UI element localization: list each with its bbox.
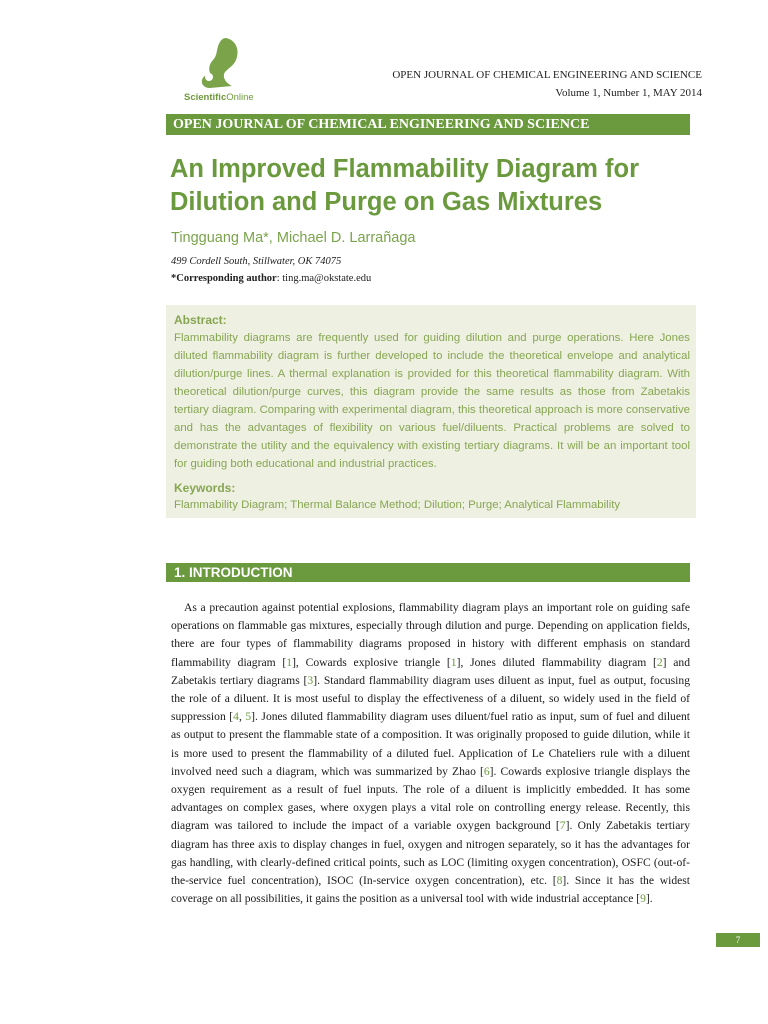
body-text: As a precaution against potential explosions, flammability diagram plays an important role on guiding safe operations on flammable gas mixtures, especially through dilution and purge. Depending on application fields, there are four types of flammability diagrams proposed in history with different emphasis on standard flammability diagram [	[171, 601, 690, 669]
introduction-paragraph	[171, 599, 690, 908]
journal-banner: OPEN JOURNAL OF CHEMICAL ENGINEERING AND SCIENCE	[166, 114, 690, 135]
body-text: ]. Standard flammability diagram uses diluent as input, fuel as output, focusing the role of a diluent. It is most useful to display the effectiveness of a diluent, so widely used in the field of suppression [	[171, 673, 690, 724]
citation-link[interactable]: 1	[450, 655, 457, 669]
body-text: ] and Zabetakis tertiary diagrams [	[171, 655, 691, 687]
citation-link[interactable]: 7	[559, 819, 566, 833]
citation-link[interactable]: 8	[556, 874, 563, 888]
body-text: ].	[645, 892, 653, 906]
body-text: ]. Jones diluted flammability diagram uses diluent/fuel ratio as input, sum of fuel and diluent as output to present the flammable state of a composition. It was originally proposed to guide dilution, while it is more used to present the flammability of a diluted fuel. Application of Le Chateliers rule with a diluent involved need such a diagram, which was summarized by Zhao [	[171, 710, 691, 778]
citation-link[interactable]: 4	[233, 710, 239, 724]
corresponding-label: *Corresponding author	[171, 273, 277, 284]
citation-link[interactable]: 1	[286, 655, 293, 669]
journal-issue: Volume 1, Number 1, MAY 2014	[555, 87, 702, 99]
squirrel-logo-icon	[196, 36, 240, 90]
journal-name: OPEN JOURNAL OF CHEMICAL ENGINEERING AND SCIENCE	[392, 69, 702, 81]
citation-link[interactable]: 2	[656, 655, 663, 669]
paper-authors: Tingguang Ma*, Michael D. Larrañaga	[171, 230, 416, 246]
paper-title: An Improved Flammability Diagram for Dilution and Purge on Gas Mixtures	[170, 155, 640, 216]
abstract-box	[166, 305, 696, 518]
body-text: ], Cowards explosive triangle [	[292, 655, 451, 669]
corresponding-author	[171, 273, 371, 284]
section-heading-introduction: 1. INTRODUCTION	[166, 563, 690, 582]
journal-logo	[178, 36, 258, 106]
body-text: ]. Since it has the widest coverage on all possibilities, it gains the position as a universal tool with wide industrial acceptance [	[171, 874, 691, 906]
abstract-heading: Abstract:	[174, 313, 227, 327]
body-text: ,	[238, 710, 246, 724]
citation-link[interactable]: 9	[640, 892, 646, 906]
keywords-text: Flammability Diagram; Thermal Balance Method; Dilution; Purge; Analytical Flammability	[174, 499, 621, 511]
journal-header	[392, 66, 702, 102]
logo-brand-text: ScientificOnline	[184, 92, 254, 103]
citation-link[interactable]: 5	[245, 710, 252, 724]
body-text: ]. Cowards explosive triangle displays the oxygen requirement as a result of fuel inputs. The role of a diluent is implicitly embedded. It has some advantages on complex gases, where oxygen plays a vital role on controlling energy release. Recently, this diagram was tailored to include the impact of a variable oxygen background [	[171, 764, 690, 833]
body-text: ], Jones diluted flammability diagram [	[456, 655, 657, 669]
page-number: 7	[716, 933, 760, 947]
author-affiliation: 499 Cordell South, Stillwater, OK 74075	[171, 256, 342, 267]
citation-link[interactable]: 6	[483, 764, 490, 778]
abstract-text: Flammability diagrams are frequently used for guiding dilution and purge operations. Here Jones diluted flammability diagram is further developed to include the theoretical envelope and analytical dilution/purge lines. A thermal explanation is provided for this theoretical flammability diagram. With theoretical dilution/purge curves, this diagram provide the same results as those from Zabetakis tertiary diagram. Comparing with experimental diagram, this theoretical approach is more conservative and has the advantages of flexibility on various fuel/diluents. Practical problems are solved to demonstrate the utility and the equivalency with existing tertiary diagrams. It will be an important tool for guiding both educational and industrial practices.	[174, 332, 690, 470]
keywords-heading: Keywords:	[174, 481, 236, 495]
corresponding-email: : ting.ma@okstate.edu	[276, 273, 372, 284]
citation-link[interactable]: 3	[307, 673, 314, 687]
body-text: ]. Only Zabetakis tertiary diagram has three axis to display changes in fuel, oxygen and nitrogen separately, so it has the advantages for gas handling, with clearly-defined critical points, such as LOC (limiting oxygen concentration), OSFC (out-of-the-service fuel concentration), ISOC (In-service oxygen concentration), etc. [	[171, 819, 690, 888]
